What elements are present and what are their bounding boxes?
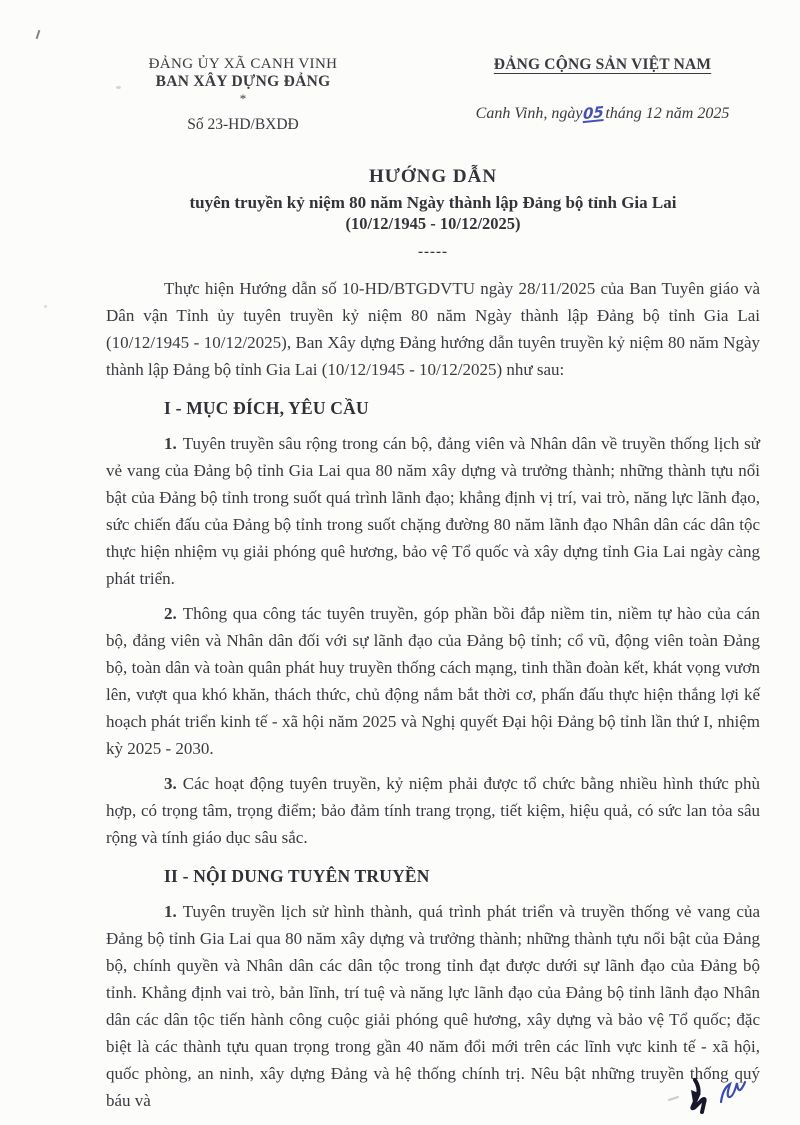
paragraph (106, 770, 760, 851)
separator-star: * (239, 91, 247, 106)
section-heading-2: II - NỘI DUNG TUYÊN TRUYỀN (164, 866, 430, 886)
document-body (106, 56, 760, 1122)
title-divider: ----- (418, 244, 448, 260)
scan-speck (36, 30, 41, 39)
national-motto: ĐẢNG CỘNG SẢN VIỆT NAM (493, 56, 712, 73)
paragraph-text: Tuyên truyền sâu rộng trong cán bộ, đảng viên và Nhân dân về truyền thống lịch sử vẻ vang của Đảng bộ tỉnh Gia Lai qua 80 năm xây dựng và trưởng thành; những thành tựu nổi bật của Đảng bộ tỉnh trong suốt quá trình lãnh đạo; khẳng định vị trí, vai trò, năng lực lãnh đạo, sức chiến đấu của Đảng bộ tỉnh trong suốt chặng đường 80 năm lãnh đạo Nhân dân các dân tộc thực hiện nhiệm vụ giải phóng quê hương, bảo vệ Tổ quốc và xây dựng tỉnh Gia Lai ngày càng phát triển. (106, 434, 760, 588)
paragraph-text: Thông qua công tác tuyên truyền, góp phần bồi đắp niềm tin, niềm tự hào của cán bộ, đảng viên và Nhân dân đối với sự lãnh đạo của Đảng bộ tỉnh; cổ vũ, động viên toàn Đảng bộ, toàn dân và toàn quân phát huy truyền thống cách mạng, tinh thần đoàn kết, khát vọng vươn lên, vượt qua khó khăn, thách thức, chủ động nắm bắt thời cơ, phấn đấu thực hiện thắng lợi kế hoạch phát triển kinh tế - xã hội năm 2025 và Nghị quyết Đại hội Đảng bộ tỉnh lần thứ I, nhiệm kỳ 2025 - 2030. (106, 604, 760, 758)
document-title-block (106, 166, 760, 261)
document-date-range: (10/12/1945 - 10/12/2025) (345, 214, 521, 233)
section-heading-1: I - MỤC ĐÍCH, YÊU CẦU (164, 398, 369, 418)
paragraph-number: 1. (164, 902, 177, 921)
paragraph-number: 3. (164, 774, 177, 793)
intro-paragraph: Thực hiện Hướng dẫn số 10-HD/BTGDVTU ngày 28/11/2025 của Ban Tuyên giáo và Dân vận Tỉnh ủy tuyên truyền kỷ niệm 80 năm Ngày thành lập Đảng bộ tỉnh Gia Lai (10/12/1945 - 10/12/2025), Ban Xây dựng Đảng hướng dẫn tuyên truyền kỷ niệm 80 năm Ngày thành lập Đảng bộ tỉnh Gia Lai (10/12/1945 - 10/12/2025) như sau: (106, 279, 760, 379)
paragraph-text: Các hoạt động tuyên truyền, kỷ niệm phải được tổ chức bằng nhiều hình thức phù hợp, có trọng tâm, trọng điểm; bảo đảm tính trang trọng, tiết kiệm, hiệu quả, có sức lan tỏa sâu rộng và tính giáo dục sâu sắc. (106, 774, 760, 847)
paragraph-text: Tuyên truyền lịch sử hình thành, quá trình phát triển và truyền thống vẻ vang của Đảng bộ tỉnh Gia Lai qua 80 năm xây dựng và trưởng thành; những thành tựu nổi bật của Đảng bộ, chính quyền và Nhân dân các dân tộc trong tỉnh đạt được dưới sự lãnh đạo của Đảng bộ tỉnh. Khẳng định vai trò, bản lĩnh, trí tuệ và năng lực lãnh đạo của Đảng bộ tỉnh lãnh đạo Nhân dân các dân tộc tiến hành công cuộc giải phóng quê hương, xây dựng và bảo vệ Tổ quốc; đặc biệt là các thành tựu quan trọng trong gần 40 năm đổi mới trên các lĩnh vực kinh tế - xã hội, quốc phòng, an ninh, xây dựng Đảng và hệ thống chính trị. Nêu bật những truyền thống quý báu và (106, 902, 760, 1110)
document-number: Số 23-HD/BXDĐ (187, 116, 299, 133)
document-header (106, 56, 760, 134)
ink-scribble (655, 1072, 765, 1122)
scan-speck (44, 305, 47, 308)
issuing-agency-block (118, 56, 368, 134)
document-text (106, 275, 760, 1114)
paragraph-number: 1. (164, 434, 177, 453)
document-subject-title: tuyên truyền kỷ niệm 80 năm Ngày thành lập Đảng bộ tỉnh Gia Lai (189, 193, 677, 212)
national-header-block (445, 56, 760, 123)
handwritten-day: 05 (583, 102, 605, 124)
paragraph (106, 430, 760, 592)
place-date-line (445, 104, 760, 123)
document-type-title: HƯỚNG DẪN (368, 166, 498, 187)
parent-agency-name: ĐẢNG ỦY XÃ CANH VINH (148, 56, 338, 72)
place-date-prefix: Canh Vinh, ngày (475, 105, 583, 122)
paragraph-number: 2. (164, 604, 177, 623)
place-date-suffix: tháng 12 năm 2025 (605, 105, 730, 122)
issuing-agency-name: BAN XÂY DỰNG ĐẢNG (155, 73, 331, 90)
paragraph (106, 600, 760, 762)
